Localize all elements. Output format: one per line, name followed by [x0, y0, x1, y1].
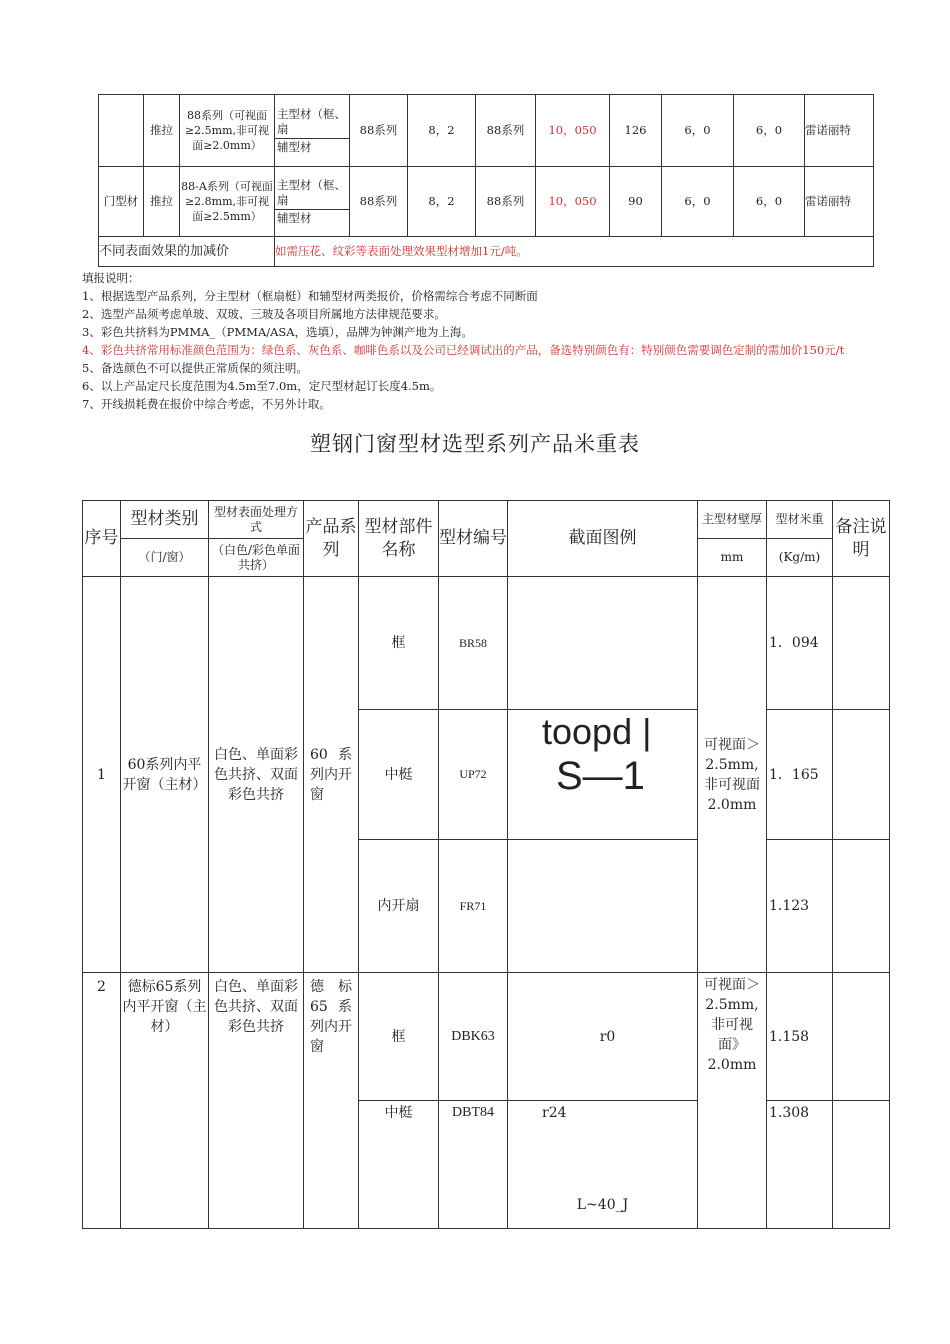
cell-code: BR58 — [439, 577, 508, 710]
cell-seq: 2 — [83, 973, 121, 1229]
cell-part: 中梃 — [359, 1101, 439, 1229]
cell-count: 90 — [610, 167, 662, 237]
header-row — [83, 501, 890, 539]
cell-code: DBK63 — [439, 973, 508, 1101]
header-weight-unit: (Kg/m) — [767, 539, 833, 577]
cell-weight: 1.308 — [767, 1101, 833, 1229]
cell-price: 10，050 — [536, 95, 610, 167]
cell-note — [833, 973, 890, 1101]
cell-w1: 6，0 — [662, 95, 734, 167]
cell-part-aux: 辅型材 — [277, 139, 312, 154]
cell-wall: 可视面＞2.5mm,非可视面》2.0mm — [698, 973, 767, 1229]
cell-brand: 雷诺丽特 — [805, 95, 874, 167]
notes-heading: 填报说明： — [82, 271, 140, 285]
cell-opening: 推拉 — [144, 95, 180, 167]
cell-note — [833, 577, 890, 710]
cell-weight: 1.158 — [767, 973, 833, 1101]
cell-series: 德标65系列内开窗 — [304, 973, 359, 1229]
weight-table — [82, 500, 890, 1229]
surcharge-label: 不同表面效果的加减价 — [99, 237, 275, 267]
section-dimension: L~40_J — [576, 1197, 629, 1213]
cell-value: 8，2 — [408, 95, 476, 167]
section-label: r0 — [599, 1028, 616, 1045]
page-title: 塑钢门窗型材选型系列产品米重表 — [310, 432, 640, 456]
note-item: 1、根据选型产品系列，分主型材（框扇梃）和辅型材两类报价，价格需综合考虑不同断面 — [82, 289, 538, 303]
cell-series: 60系列内开窗 — [304, 577, 359, 973]
cell-series: 88-A系列（可视面≥2.8mm,非可视面≥2.5mm） — [180, 167, 275, 237]
cell-part-aux: 辅型材 — [277, 210, 312, 225]
cell-type: 60系列内平开窗（主材） — [121, 577, 209, 973]
header-code: 型材编号 — [439, 501, 508, 577]
cell-note — [833, 710, 890, 840]
cell-part: 框 — [359, 973, 439, 1101]
surcharge-row — [99, 237, 874, 267]
header-surface-sub: （白色/彩色单面共挤） — [209, 539, 304, 577]
cell-system2: 88系列 — [476, 167, 536, 237]
cell-section — [508, 577, 698, 710]
top-table-row — [99, 167, 874, 237]
cell-weight: 1．165 — [767, 710, 833, 840]
cell-system2: 88系列 — [476, 95, 536, 167]
cell-part-main: 主型材（框、扇 — [275, 106, 349, 139]
cell-surface: 白色、单面彩色共挤、双面彩色共挤 — [209, 577, 304, 973]
cell-w1: 6，0 — [662, 167, 734, 237]
cell-parts — [275, 95, 350, 167]
cell-system: 88系列 — [350, 167, 408, 237]
cell-type: 德标65系列内平开窗（主材） — [121, 973, 209, 1229]
cell-code: UP72 — [439, 710, 508, 840]
cell-code: FR71 — [439, 840, 508, 973]
cell-section — [508, 840, 698, 973]
cell-system: 88系列 — [350, 95, 408, 167]
note-item: 2、选型产品须考虑单玻、双玻、三玻及各项目所属地方法律规范要求。 — [82, 307, 446, 321]
cell-weight: 1．094 — [767, 577, 833, 710]
cell-weight: 1.123 — [767, 840, 833, 973]
header-wall: 主型材壁厚 — [698, 501, 767, 539]
note-item: 3、彩色共挤料为PMMA_（PMMA/ASA，选填），品牌为钟渊产地为上海。 — [82, 325, 473, 339]
cell-price: 10，050 — [536, 167, 610, 237]
cell-brand: 雷诺丽特 — [805, 167, 874, 237]
section-sketch-text: toopd | — [542, 711, 652, 752]
note-item-highlight: 4、彩色共挤常用标准颜色范围为：绿色系、灰色系、咖啡色系以及公司已经调试出的产品，备选特别颜色有：特别颜色需要调色定制的需加价150元/t — [82, 343, 845, 357]
cell-value: 8，2 — [408, 167, 476, 237]
cell-count: 126 — [610, 95, 662, 167]
cell-part-main: 主型材（框、扇 — [275, 177, 349, 210]
note-item: 7、开线损耗费在报价中综合考虑，不另外计取。 — [82, 397, 331, 411]
cell-part: 中梃 — [359, 710, 439, 840]
cell-surface: 白色、单面彩色共挤、双面彩色共挤 — [209, 973, 304, 1229]
cell-section — [508, 973, 698, 1101]
section-label: r24 — [542, 1105, 567, 1121]
header-series: 产品系列 — [304, 501, 359, 577]
cell-series: 88系列（可视面≥2.5mm,非可视面≥2.0mm） — [180, 95, 275, 167]
header-section: 截面图例 — [508, 501, 698, 577]
section-sketch-mark: S—1 — [556, 754, 645, 798]
surcharge-text: 如需压花、纹彩等表面处理效果型材增加1元/吨。 — [275, 237, 874, 267]
table-row — [83, 577, 890, 710]
header-part: 型材部件名称 — [359, 501, 439, 577]
cell-seq: 1 — [83, 577, 121, 973]
table-row — [83, 973, 890, 1101]
header-type-sub: （门/窗） — [121, 539, 209, 577]
header-note: 备注说明 — [833, 501, 890, 577]
cell-w2: 6，0 — [734, 95, 805, 167]
cell-part: 内开扇 — [359, 840, 439, 973]
header-weight: 型材米重 — [767, 501, 833, 539]
note-item: 5、备选颜色不可以提供正常质保的须注明。 — [82, 361, 308, 375]
header-type: 型材类别 — [121, 501, 209, 539]
cell-note — [833, 840, 890, 973]
cell-category — [99, 95, 144, 167]
top-price-table — [98, 94, 874, 267]
cell-parts — [275, 167, 350, 237]
cell-section — [508, 710, 698, 840]
header-surface: 型材表面处理方式 — [209, 501, 304, 539]
top-table-row — [99, 95, 874, 167]
header-wall-unit: mm — [698, 539, 767, 577]
note-item: 6、以上产品定尺长度范围为4.5m至7.0m，定尺型材起订长度4.5m。 — [82, 379, 442, 393]
cell-section — [508, 1101, 698, 1229]
cell-category: 门型材 — [99, 167, 144, 237]
cell-part: 框 — [359, 577, 439, 710]
cell-code: DBT84 — [439, 1101, 508, 1229]
header-seq: 序号 — [83, 501, 121, 577]
cell-opening: 推拉 — [144, 167, 180, 237]
cell-w2: 6，0 — [734, 167, 805, 237]
fill-notes — [82, 269, 882, 413]
cell-wall: 可视面＞2.5mm,非可视面2.0mm — [698, 577, 767, 973]
cell-note — [833, 1101, 890, 1229]
